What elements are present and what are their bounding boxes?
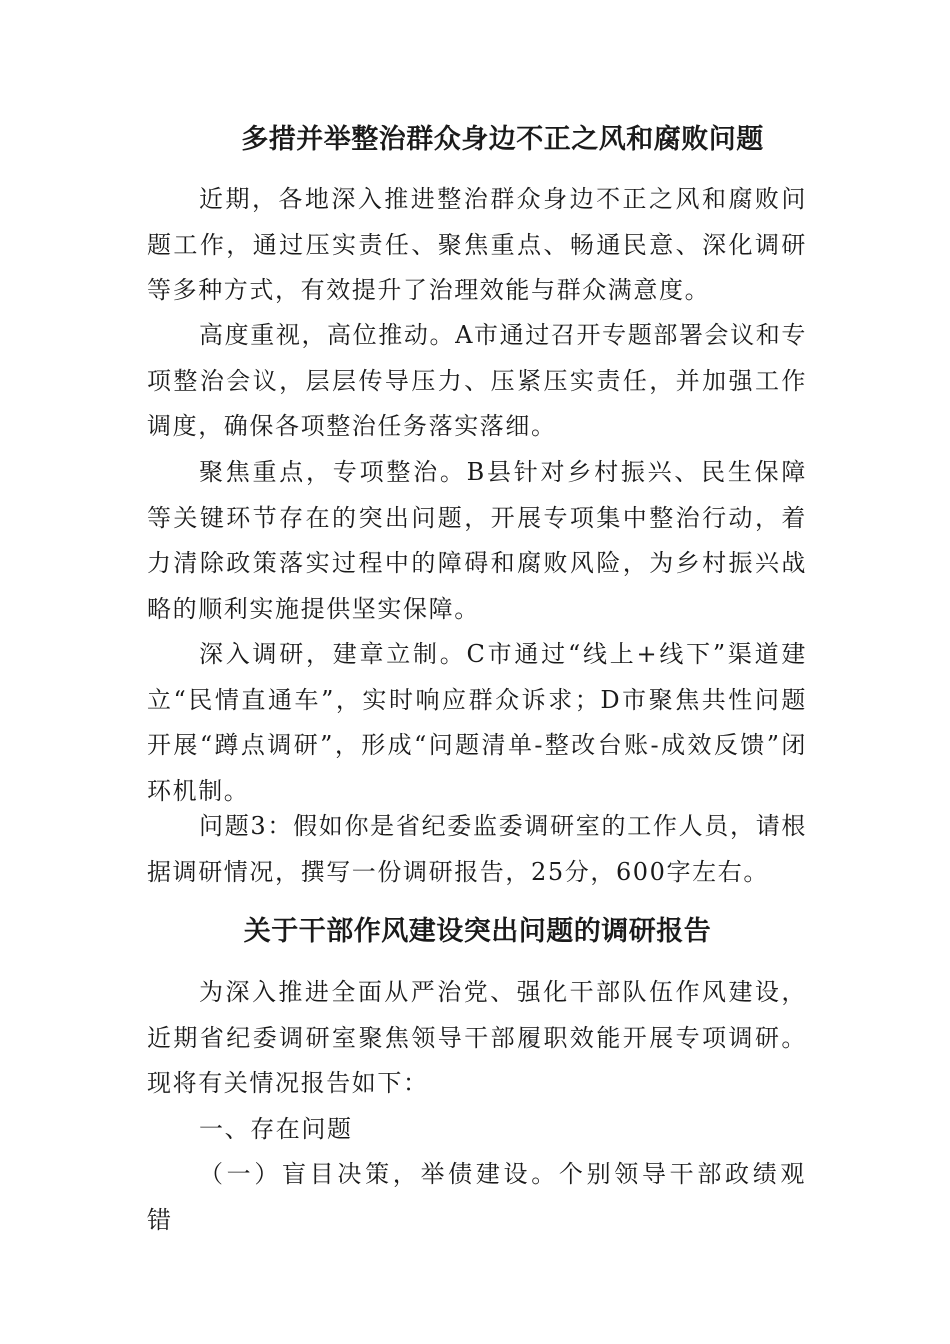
paragraph-city-c-d: 深入调研，建章立制。C市通过“线上+线下”渠道建立“民情直通车”，实时响应群众诉求；D市聚焦共性问题开展“蹲点调研”，形成“问题清单-整改台账-成效反馈”闭环机制。 xyxy=(147,640,807,805)
report-title: 关于干部作风建设突出问题的调研报告 xyxy=(243,916,712,947)
paragraph-report-intro: 为深入推进全面从严治党、强化干部队伍作风建设，近期省纪委调研室聚焦领导干部履职效能开展专项调研。现将有关情况报告如下： xyxy=(147,978,807,1097)
paragraph-county-b: 聚焦重点，专项整治。B县针对乡村振兴、民生保障等关键环节存在的突出问题，开展专项集中整治行动，着力清除政策落实过程中的障碍和腐败风险，为乡村振兴战略的顺利实施提供坚实保障。 xyxy=(147,458,807,623)
paragraph-question-3: 问题3：假如你是省纪委监委调研室的工作人员，请根据调研情况，撰写一份调研报告，25分，600字左右。 xyxy=(147,812,807,886)
paragraph-problem-1: （一）盲目决策，举债建设。个别领导干部政绩观错 xyxy=(147,1160,807,1234)
section-heading-problems: 一、存在问题 xyxy=(199,1115,353,1143)
document-title: 多措并举整治群众身边不正之风和腐败问题 xyxy=(241,124,764,155)
paragraph-intro: 近期，各地深入推进整治群众身边不正之风和腐败问题工作，通过压实责任、聚焦重点、畅通民意、深化调研等多种方式，有效提升了治理效能与群众满意度。 xyxy=(147,185,807,304)
paragraph-city-a: 高度重视，高位推动。A市通过召开专题部署会议和专项整治会议，层层传导压力、压紧压实责任，并加强工作调度，确保各项整治任务落实落细。 xyxy=(147,321,807,440)
